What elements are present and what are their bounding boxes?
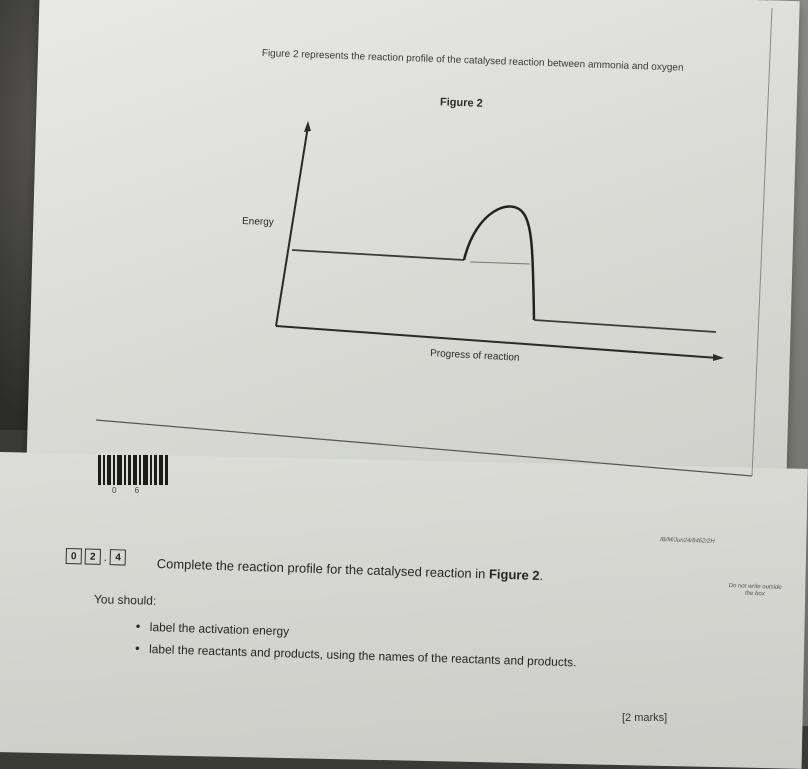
marks-label: [2 marks]: [622, 712, 668, 724]
energy-axis-arrow: [304, 121, 311, 132]
barcode-number: 0 6: [112, 486, 148, 495]
question-text-prefix: Complete the reaction profile for the catalysed reaction in: [156, 556, 490, 582]
instruction-item: • label the activation energy: [150, 620, 578, 647]
figure-title: Figure 2: [439, 96, 483, 110]
energy-axis: [276, 126, 308, 326]
diagram-frame-right: [752, 8, 772, 476]
reactants-level-line: [292, 250, 464, 260]
question-text-figure-ref: Figure 2: [488, 566, 540, 584]
reference-code: IB/M/Jun24/8462/2H: [659, 537, 715, 545]
diagram-frame-bottom: [96, 420, 752, 476]
energy-axis-label: Energy: [241, 216, 274, 229]
you-should-label: You should:: [93, 592, 157, 608]
question-number: [66, 548, 130, 566]
instruction-item: • label the reactants and products, using the names of the reactants and products.: [149, 642, 577, 669]
page-barcode: [98, 455, 172, 485]
products-level-line: [534, 320, 716, 332]
reference-dashed-line: [470, 262, 530, 264]
progress-axis-label: Progress of reaction: [429, 348, 520, 364]
question-number-box: 2: [85, 548, 101, 564]
question-number-separator: .: [103, 549, 108, 565]
margin-note: Do not write outside the box: [728, 583, 782, 598]
question-number-box: 0: [66, 548, 82, 564]
progress-axis-arrow: [713, 354, 724, 361]
figure-caption: Figure 2 represents the reaction profile of the catalysed reaction between ammonia and oxygen: [261, 48, 684, 74]
question-text-suffix: .: [539, 568, 544, 584]
question-number-box: 4: [110, 549, 126, 565]
